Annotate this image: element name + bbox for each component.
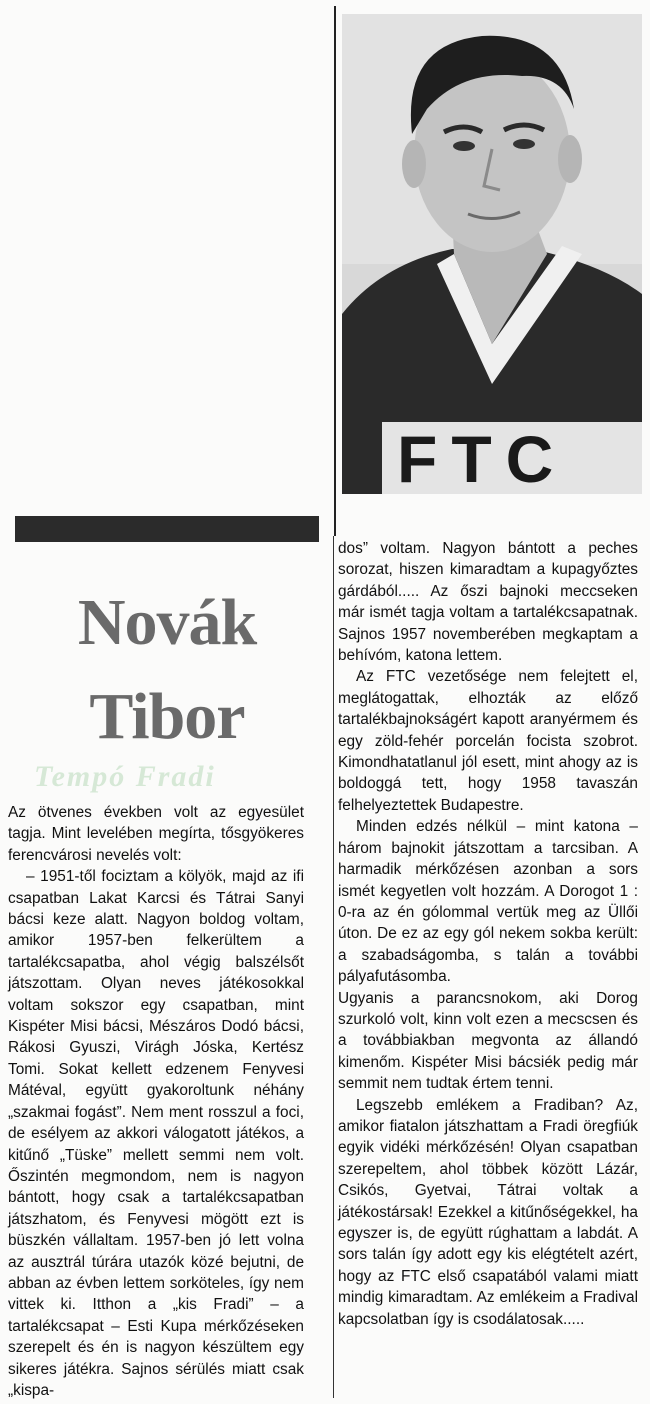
column-divider-lower [333,536,334,1398]
header-bar [15,516,319,542]
player-first-name: Novák [77,586,257,659]
jersey-text: FTC [397,422,568,494]
column-divider [334,6,336,536]
right-column [338,538,638,1330]
body-paragraph: dos” voltam. Nagyon bántott a peches sorozat, hiszen kimaradtam a kupagyőztes gárdából..... Az őszi bajnoki meccseken már ismét tagja voltam a tartalékcsapatnak. Sajnos 1957 novemberében megkaptam a behívóm, katona lettem. [338,540,638,665]
watermark-logo: Tempó Fradi [34,760,216,793]
intro-paragraph: Az ötvenes években volt az egyesület tagja. Mint levelében megírta, tősgyökeres ferencvárosi nevelés volt: [8,804,304,864]
player-last-name: Tibor [89,680,245,753]
body-paragraph: Ugyanis a parancsnokom, aki Dorog szurkoló volt, kinn volt ezen a mecscsen és a továbbiakban megvonta az állandó kimenőm. Kispéter Misi bácsiék pedig már semmit nem tudtak értem tenni. [338,989,638,1093]
player-photo [342,14,642,494]
body-paragraph: Az FTC vezetősége nem felejtett el, meglátogattak, elhozták az előző tartalékbajnokságért kapott aranyérmem és egy zöld-fehér porcelán focista szobrot. Kimondhatatlanul jól esett, mint ahogy az is boldoggá tett, hogy 1958 tavaszán felhelyeztettek Budapestre. [338,668,638,814]
body-paragraph: Legszebb emlékem a Fradiban? Az, amikor fiatalon játszhattam a Fradi öregfiúk egyik vidéki mérkőzésén! Olyan csapatban szerepeltem, ahol többek között Lázár, Csikós, Gyetvai, Tátrai voltak a játékostársak! Ezekkel a kitűnőségekkel, ha egyszer is, de együtt rúghattam a labdát. A sors talán így adott egy kis elégtételt azért, hogy az FTC első csapatából valami miatt mindig kimaradtam. Az emlékeim a Fradival kapcsolatban így is csodálatosak..... [338,1096,638,1328]
body-paragraph: Minden edzés nélkül – mint katona – három bajnokit játszottam a tarcsiban. A harmadik mérkőzésen azonban a sors ismét kegyetlen volt hozzám. A Dorogot 1 : 0-ra az én gólommal vertük meg az Üllői úton. De ez az egy gól nekem sokba került: a szabadságomba, s talán a további pályafutásomba. [338,818,638,986]
body-paragraph: – 1951-től fociztam a kölyök, majd az ifi csapatban Lakat Karcsi és Tátrai Sanyi bácsi keze alatt. Nagyon boldog voltam, amikor 1957-ben felkerültem a tartalékcsapatba, ahol végig balszélsőt játszottam. Olyan neves játékosokkal voltam sokszor egy csapatban, mint Kispéter Misi bácsi, Mészáros Dodó bácsi, Rákosi Gyuszi, Virágh Jóska, Kertész Tomi. Sokat kellett edzenem Fenyvesi Mátéval, együtt gyakoroltunk néhány „szakmai fogást”. Nem ment rosszul a foci, de esélyem az akkori válogatott játékos, a kitűnő „Tüske” mellett semmi nem volt. Őszintén megmondom, nem is nagyon bántott, hogy csak a tartalékcsapatban játszhatom, és Fenyvesi mögött ezt is büszkén vállaltam. 1957-ben jó lett volna az ausztrál túrára utazók közé bejutni, de abban az évben lettem sorköteles, így nem vittek ki. Itthon a „kis Fradi” – a tartalékcsapat – Esti Kupa mérkőzéseken szerepelt és én is nagyon készültem egy sikeres játékra. Sajnos sérülés miatt csak „kispa- [8,868,304,1399]
left-column [8,802,304,1401]
